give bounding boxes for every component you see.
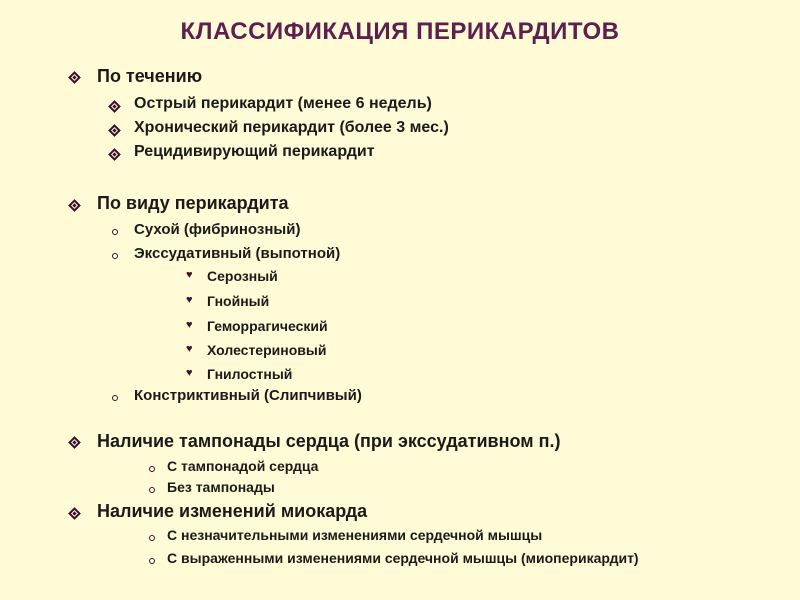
list-item: С незначительными изменениями сердечной мышцы	[167, 527, 543, 543]
diamond-bullet-icon	[108, 100, 121, 113]
circle-bullet-icon	[112, 253, 118, 259]
diamond-bullet-icon	[68, 199, 81, 212]
list-item: Констриктивный (Слипчивый)	[134, 387, 362, 404]
list-item: Хронический перикардит (более 3 мес.)	[134, 119, 449, 136]
diamond-bullet-icon	[68, 71, 81, 84]
circle-bullet-icon	[149, 558, 155, 564]
heart-bullet-icon: ♥	[186, 269, 193, 281]
heart-bullet-icon: ♥	[186, 367, 193, 379]
list-item: Холестериновый	[207, 342, 327, 358]
list-item: С тампонадой сердца	[167, 458, 319, 474]
circle-bullet-icon	[112, 395, 118, 401]
circle-bullet-icon	[149, 466, 155, 472]
list-item: Серозный	[207, 268, 278, 284]
list-item: Рецидивирующий перикардит	[134, 143, 375, 160]
list-item: Сухой (фибринозный)	[134, 221, 301, 238]
list-item: Экссудативный (выпотной)	[134, 245, 341, 262]
circle-bullet-icon	[149, 535, 155, 541]
circle-bullet-icon	[112, 229, 118, 235]
list-item: Острый перикардит (менее 6 недель)	[134, 95, 432, 112]
heart-bullet-icon: ♥	[186, 294, 193, 306]
diamond-bullet-icon	[108, 124, 121, 137]
heart-bullet-icon: ♥	[186, 343, 193, 355]
list-item: Геморрагический	[207, 318, 328, 334]
section-myocardium-heading: Наличие изменений миокарда	[97, 501, 368, 521]
circle-bullet-icon	[149, 487, 155, 493]
list-item: Гнойный	[207, 293, 270, 309]
list-item: С выраженными изменениями сердечной мышцы (миоперикардит)	[167, 550, 639, 566]
list-item: Гнилостный	[207, 366, 293, 382]
diamond-bullet-icon	[68, 507, 81, 520]
diamond-bullet-icon	[108, 148, 121, 161]
list-item: Без тампонады	[167, 479, 275, 495]
section-course-heading: По течению	[97, 66, 203, 86]
diamond-bullet-icon	[68, 436, 81, 449]
section-tamponade-heading: Наличие тампонады сердца (при экссудативном п.)	[97, 431, 561, 451]
page-title: КЛАССИФИКАЦИЯ ПЕРИКАРДИТОВ	[180, 18, 620, 45]
heart-bullet-icon: ♥	[186, 319, 193, 331]
section-type-heading: По виду перикардита	[97, 193, 289, 213]
